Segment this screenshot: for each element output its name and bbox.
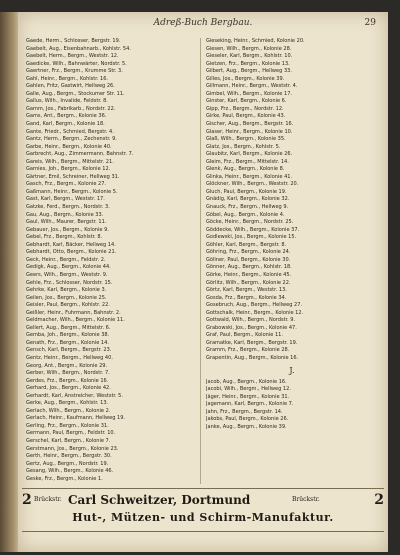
directory-entry: Gebel, Frz., Bergm., Kohlstr. 8. xyxy=(26,234,103,241)
directory-entry: Gerschel, Karl, Bergm., Kolonie 7. xyxy=(26,437,111,444)
directory-entry: Göhler, Karl, Bergm., Bergstr. 8. xyxy=(206,241,287,248)
directory-entry: Geldmacher, Wilh., Bergm., Kolonie 11. xyxy=(26,317,125,324)
directory-entry: Gerth, Heinr., Bergm., Bergstr. 30. xyxy=(26,453,112,460)
directory-entry: Gilles, Jos., Bergm., Kolonie 39. xyxy=(206,75,285,82)
directory-entry: Göcke, Heinr., Bergm., Nordstr. 25. xyxy=(206,219,294,226)
directory-entry: Gnädig, Karl, Bergm., Kolonie 32. xyxy=(206,196,290,203)
directory-entry: Glöckner, Wilh., Bergm., Weststr. 20. xyxy=(206,181,299,188)
directory-entry: Gand, Karl, Bergm., Kolonie 18. xyxy=(26,121,105,128)
directory-entry: Gaertner, Frz., Bergm., Krumme Str. 3. xyxy=(26,68,123,75)
directory-entry: Gerber, Wilh., Bergm., Nordstr. 7. xyxy=(26,370,110,377)
directory-entry: Gleim, Frz., Bergm., Mittelstr. 14. xyxy=(206,158,289,165)
directory-entry: Görke, Heinr., Bergm., Kolonie 45. xyxy=(206,271,292,278)
directory-entry: Glaser, Heinr., Bergm., Kolonie 10. xyxy=(206,128,293,135)
directory-entry: Gieseking, Heinr., Schmied, Kolonie 20. xyxy=(206,38,305,44)
directory-entry: Garbe, Heinr., Bergm., Kolonie 40. xyxy=(26,143,112,150)
directory-entry: Godlewski, Jos., Bergm., Kolonie 15. xyxy=(206,234,297,241)
directory-entry: Gerhard, Jos., Bergm., Kolonie 42. xyxy=(26,385,111,392)
directory-entry: Garnies, Joh., Bergm., Kolonie 12. xyxy=(26,166,111,173)
directory-entry: Gaebelt, Herm., Bergm., Weststr. 12. xyxy=(26,53,119,60)
directory-entry: Gedigk, Aug., Bergm., Kolonie 44. xyxy=(26,264,111,271)
directory-entry: Jahn, Frz., Bergm., Bergstr. 14. xyxy=(206,408,283,415)
directory-entry: Glenk, Aug., Bergm., Kolonie 8. xyxy=(206,166,285,173)
directory-entry: Gimbel, Wilh., Bergm., Kolonie 17. xyxy=(206,90,292,97)
ad-number-right: 2 xyxy=(374,492,384,508)
directory-entry: Gahl, Heinr., Bergm., Kohlstr. 16. xyxy=(26,75,109,82)
column-divider xyxy=(200,38,201,484)
directory-entry: Germann, Paul, Bergm., Feldstr. 10. xyxy=(26,430,116,437)
directory-entry: Gantz, Herm., Bergm., Zechenstr. 9. xyxy=(26,136,117,143)
directory-entry: Gellert, Aug., Bergm., Mittelstr. 6. xyxy=(26,324,111,331)
directory-entry: Gerlach, Heinr., Kaufmann, Hellweg 19. xyxy=(26,415,126,422)
directory-page xyxy=(18,12,388,552)
directory-entry: Gottwald, Wilh., Bergm., Nordstr. 9. xyxy=(206,317,296,324)
directory-entry: Gebhardt, Karl, Bäcker, Hellweg 14. xyxy=(26,241,116,248)
directory-entry: Gemba, Joh., Bergm., Kolonie 38. xyxy=(26,332,110,339)
directory-entry: Gatzke, Ferd., Bergm., Nordstr. 3. xyxy=(26,204,110,211)
directory-entry: Gramatke, Karl, Bergm., Bergstr. 19. xyxy=(206,339,298,346)
directory-entry: Gnauck, Frz., Bergm., Hellweg 9. xyxy=(206,204,289,211)
ad-tagline: Hut-, Mützen- und Schirm-Manufaktur. xyxy=(72,511,334,524)
directory-entry: Janke, Aug., Bergm., Kolonie 39. xyxy=(206,423,287,430)
directory-entry: Gerling, Frz., Bergm., Kolonie 31. xyxy=(26,422,109,429)
directory-entry: Gerke, Aug., Bergm., Kohlstr. 13. xyxy=(26,400,109,407)
directory-entry: Gilbert, Aug., Bergm., Hellweg 33. xyxy=(206,68,292,75)
directory-entry: Gischer, Aug., Bergm., Bergstr. 16. xyxy=(206,121,294,128)
directory-entry: Jacob, Aug., Bergm., Kolonie 16. xyxy=(206,378,287,385)
directory-entry: Gehrke, Karl, Bergm., Kolonie 3. xyxy=(26,287,107,294)
directory-entry: Jacobi, Wilh., Bergm., Hellweg 12. xyxy=(206,386,291,393)
directory-entry: Graf, Paul, Bergm., Kolonie 11. xyxy=(206,332,283,339)
directory-entry: Gast, Karl, Bergm., Weststr. 17. xyxy=(26,196,105,203)
ad-street-left: Brückstr. xyxy=(34,496,62,503)
directory-entry: Gosebruch, Aug., Bergm., Hellweg 27. xyxy=(206,302,303,309)
directory-entry: Gams, Ant., Bergm., Kolonie 36. xyxy=(26,113,107,120)
directory-entry: Gentz, Heinr., Bergm., Hellweg 40. xyxy=(26,354,113,361)
directory-entry: Geske, Frz., Bergm., Kolonie 1. xyxy=(26,475,103,482)
directory-entry: Girke, Paul, Bergm., Kolonie 43. xyxy=(206,113,286,120)
directory-entry: Gietzen, Frz., Bergm., Kolonie 13. xyxy=(206,60,290,67)
directory-entry: Gahlen, Fritz, Gastwirt, Hellweg 26. xyxy=(26,83,115,90)
directory-entry: Gärtner, Emil, Schreiner, Hellweg 31. xyxy=(26,173,120,180)
directory-entry: Gottschalk, Heinr., Bergm., Kolonie 12. xyxy=(206,309,304,316)
ad-company-line xyxy=(22,493,384,509)
directory-entry: Geisler, Paul, Bergm., Kohlstr. 22. xyxy=(26,302,110,309)
directory-entry: Görlitz, Wilh., Bergm., Kolonie 22. xyxy=(206,279,291,286)
directory-entry: Gebhardt, Otto, Bergm., Kolonie 21. xyxy=(26,249,117,256)
directory-entry: Gaedicke, Wilh., Bahnwärter, Nordstr. 5. xyxy=(26,60,127,67)
directory-entry: Jakobs, Paul, Bergm., Kolonie 26. xyxy=(206,416,289,423)
directory-entry: Gipp, Frz., Bergm., Nordstr. 12. xyxy=(206,105,284,112)
left-column xyxy=(26,38,198,484)
directory-entry: Gasch, Frz., Bergm., Kolonie 27. xyxy=(26,181,107,188)
directory-entry: Gensch, Karl, Bergm., Bergstr. 23. xyxy=(26,347,112,354)
directory-entry: Gante, Friedr., Schmied, Bergstr. 4. xyxy=(26,128,114,135)
directory-entry: Jagemann, Karl, Bergm., Kolonie 7. xyxy=(206,401,294,408)
directory-entry: Geißler, Heinr., Fuhrmann, Bahnstr. 2. xyxy=(26,309,121,316)
directory-entry: Giesen, Wilh., Bergm., Kolonie 28. xyxy=(206,45,292,52)
section-letter: J. xyxy=(289,365,295,375)
directory-entry: Göbel, Aug., Bergm., Kolonie 4. xyxy=(206,211,285,218)
directory-entry: Gesang, Wilh., Bergm., Kolonie 46. xyxy=(26,468,114,475)
ad-number-left: 2 xyxy=(22,492,32,508)
right-column-entries-j xyxy=(206,379,378,432)
directory-entry: Göddecke, Wilh., Bergm., Kolonie 37. xyxy=(206,226,300,233)
directory-entry: Göllner, Paul, Bergm., Kolonie 30. xyxy=(206,256,291,263)
directory-entry: Gaede, Herm., Schlosser, Bergstr. 19. xyxy=(26,38,121,44)
directory-entry: Geck, Heinr., Bergm., Feldstr. 2. xyxy=(26,256,106,263)
directory-entry: Gillmann, Heinr., Bergm., Weststr. 4. xyxy=(206,83,298,90)
directory-entry: Gertz, Aug., Bergm., Nordstr. 19. xyxy=(26,460,109,467)
directory-entry: Gaßmann, Heinr., Bergm., Kolonie 5. xyxy=(26,188,118,195)
directory-entry: Ginster, Karl, Bergm., Kolonie 6. xyxy=(206,98,287,105)
directory-entry: Glatz, Jos., Bergm., Kohlstr. 5. xyxy=(206,143,281,150)
directory-entry: Genath, Frz., Bergm., Kolonie 14. xyxy=(26,339,109,346)
running-title: Adreß-Buch Bergbau. xyxy=(153,18,253,28)
directory-entry: Georg, Ant., Bergm., Kolonie 29. xyxy=(26,362,108,369)
directory-entry: Gerlach, Wilh., Bergm., Kolonie 2. xyxy=(26,407,111,414)
directory-entry: Gaul, Wilh., Maurer, Bergstr. 11. xyxy=(26,219,107,226)
directory-entry: Gehle, Frz., Schlosser, Nordstr. 15. xyxy=(26,279,113,286)
directory-entry: Glaß, Wilh., Bergm., Kolonie 35. xyxy=(206,136,286,143)
directory-entry: Geers, Wilh., Bergm., Weststr. 9. xyxy=(26,271,108,278)
directory-entry: Gosda, Frz., Bergm., Kolonie 34. xyxy=(206,294,287,301)
directory-entry: Gerhardt, Karl, Anstreicher, Weststr. 5. xyxy=(26,392,123,399)
page-number: 29 xyxy=(364,18,376,28)
directory-entry: Grapentin, Aug., Bergm., Kolonie 16. xyxy=(206,354,299,361)
directory-entry: Görtz, Karl, Bergm., Weststr. 13. xyxy=(206,287,287,294)
right-column xyxy=(206,38,378,484)
directory-entry: Gramm, Frz., Bergm., Kolonie 28. xyxy=(206,347,290,354)
ad-company-name: Carl Schweitzer, Dortmund xyxy=(68,493,251,507)
directory-entry: Gareis, Wilh., Bergm., Mittelstr. 21. xyxy=(26,158,114,165)
directory-entry: Garbrecht, Aug., Zimmermann, Bahnstr. 7. xyxy=(26,151,134,158)
directory-entry: Gerstmann, Jos., Bergm., Kolonie 23. xyxy=(26,445,119,452)
directory-entry: Gieseler, Karl, Bergm., Kohlstr. 10. xyxy=(206,53,293,60)
directory-entry: Glaubitz, Karl, Bergm., Kolonie 26. xyxy=(206,151,293,158)
directory-entry: Gebauer, Jos., Bergm., Kolonie 9. xyxy=(26,226,109,233)
directory-entry: Gluch, Paul, Bergm., Kolonie 19. xyxy=(206,188,287,195)
directory-entry: Gönner, Aug., Bergm., Kohlstr. 18. xyxy=(206,264,292,271)
directory-entry: Geilen, Jos., Bergm., Kolonie 25. xyxy=(26,294,107,301)
directory-entry: Galle, Aug., Bergm., Stockumer Str. 11. xyxy=(26,90,125,97)
directory-entry: Gamm, Jos., Fabrikarb., Nordstr. 22. xyxy=(26,105,116,112)
directory-entry: Grabowski, Jos., Bergm., Kolonie 47. xyxy=(206,324,297,331)
directory-entry: Glinka, Heinr., Bergm., Kolonie 41. xyxy=(206,173,293,180)
right-column-entries xyxy=(206,38,378,363)
advertisement-banner xyxy=(22,488,384,532)
directory-entry: Gerdes, Frz., Bergm., Kolonie 16. xyxy=(26,377,109,384)
directory-entry: Gaebelt, Aug., Eisenbahnarb., Kohlstr. 54. xyxy=(26,45,131,52)
directory-entry: Göhring, Frz., Bergm., Kolonie 24. xyxy=(206,249,291,256)
ad-street-right: Brückstr. xyxy=(292,496,320,503)
directory-entry: Gau, Aug., Bergm., Kolonie 33. xyxy=(26,211,104,218)
page-header xyxy=(18,18,388,34)
directory-entry: Gallus, Wilh., Invalide, Feldstr. 8. xyxy=(26,98,108,105)
directory-entry: Jäger, Heinr., Bergm., Kolonie 31. xyxy=(206,393,290,400)
